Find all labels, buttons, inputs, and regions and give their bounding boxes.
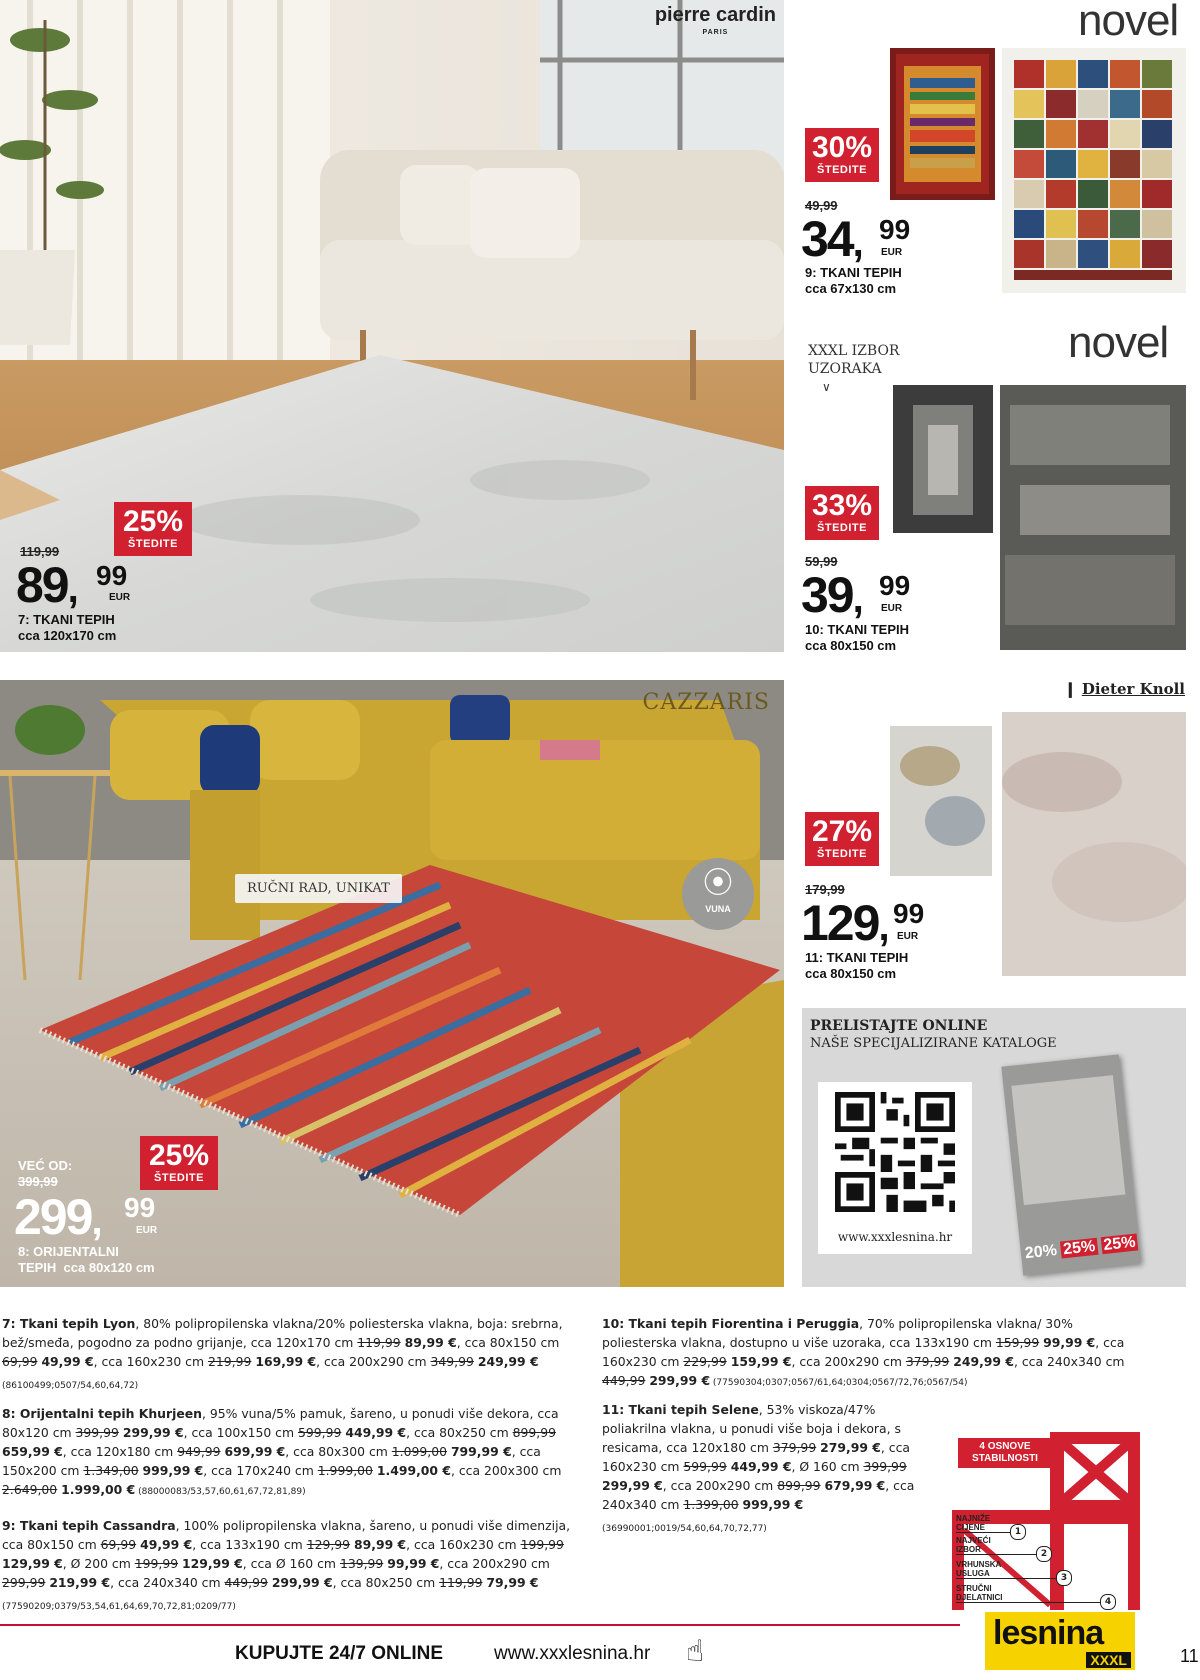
badge-label: ŠTEDITE [817, 164, 867, 176]
desc-text: , cca 240x340 cm [1013, 1354, 1125, 1369]
lesnina-logo-xxxl: XXXL [1086, 1652, 1131, 1668]
desc-old: 119,99 [439, 1575, 483, 1590]
desc-old: 399,99 [863, 1459, 907, 1474]
price-decimal: 99 [96, 560, 128, 591]
catalog-cover-image [1011, 1075, 1125, 1205]
desc-text: , 53% viskoza/47% poliakrilna vlakna, u ponudi više boja i dekora, s resicama, cca 120x180 cm [602, 1402, 901, 1455]
desc-new: 449,99 € [345, 1425, 407, 1440]
price-int: 299 [14, 1189, 92, 1245]
product-size: cca 120x170 cm [18, 628, 117, 643]
desc-text: , cca 160x230 cm [406, 1537, 521, 1552]
lesnina-logo-text: lesnina [993, 1614, 1104, 1652]
description-p7 [2, 1314, 586, 1396]
price-decimal: 99 [879, 214, 911, 245]
catalog-url[interactable]: www.xxxlesnina.hr [837, 1230, 953, 1244]
desc-text: , Ø 200 cm [62, 1556, 135, 1571]
desc-text: , cca 80x250 cm [332, 1575, 440, 1590]
product-name: 11: TKANI TEPIH [805, 950, 909, 965]
desc-old: 69,99 [100, 1537, 137, 1552]
description-p10 [602, 1314, 1150, 1393]
desc-text: , cca 160x230 cm [602, 1335, 1125, 1369]
rug-9-small-pattern [890, 48, 995, 200]
catalog-title: PRELISTAJTE ONLINE [810, 1018, 988, 1034]
desc-old: 449,99 [224, 1575, 268, 1590]
footer-url[interactable]: www.xxxlesnina.hr [494, 1643, 651, 1664]
price-p11 [801, 895, 931, 951]
price-decimal: 99 [124, 1192, 156, 1223]
desc-text: , cca 200x290 cm [662, 1478, 778, 1493]
desc-text: , cca 160x230 cm [93, 1354, 209, 1369]
price-currency: EUR [136, 1225, 158, 1236]
cover-pct-2: 25% [1062, 1237, 1097, 1259]
desc-old: 899,99 [512, 1425, 556, 1440]
rug-10-small-pattern [893, 385, 993, 533]
badge-label: ŠTEDITE [817, 848, 867, 860]
price-comma: , [91, 1199, 103, 1243]
desc-title: 8: Orijentalni tepih Khurjeen [2, 1406, 202, 1421]
desc-new: 299,99 € [602, 1478, 663, 1493]
rug-11-small-photo [890, 726, 992, 876]
price-currency: EUR [881, 603, 903, 614]
desc-text: , cca 80x300 cm [285, 1444, 392, 1459]
catalog-cover[interactable] [1001, 1054, 1140, 1275]
desc-new: 799,99 € [450, 1444, 512, 1459]
catalog-cover-prices [1024, 1233, 1139, 1263]
stability-label: VRHUNSKA [956, 1560, 1002, 1569]
desc-text: , 70% polipropilenska vlakna/ 30% poliesterska vlakna, dostupno u više uzoraka, cca 133x190 cm [602, 1316, 1073, 1350]
badge-percent: 30% [811, 131, 873, 164]
desc-old: 299,99 [2, 1575, 46, 1590]
badge-percent: 25% [122, 505, 184, 538]
rug-9-small-photo [890, 48, 995, 200]
product-size: cca 80x120 cm [63, 1260, 155, 1275]
desc-old: 899,99 [777, 1478, 821, 1493]
desc-old: 949,99 [177, 1444, 221, 1459]
desc-new: 999,99 € [742, 1497, 804, 1512]
qr-code-icon[interactable] [835, 1092, 955, 1212]
rug-10-large-photo [1000, 385, 1186, 650]
price-decimal: 99 [893, 898, 925, 929]
desc-text: , cca 160x230 cm [602, 1440, 911, 1474]
discount-badge-p10 [805, 486, 879, 540]
rug-11-small-pattern [890, 726, 992, 876]
desc-new: 49,99 € [140, 1537, 193, 1552]
footer-rule [0, 1624, 960, 1626]
price-int: 129 [801, 895, 879, 951]
page-number: 11 [1180, 1646, 1199, 1666]
stability-title [958, 1438, 1052, 1468]
desc-text: , cca 200x300 cm [450, 1463, 562, 1478]
stability-title-1: 4 OSNOVE [979, 1441, 1031, 1452]
old-price-p8: 399,99 [18, 1174, 58, 1189]
stability-label: CIJENE [956, 1523, 1026, 1533]
desc-new: 1.999,00 € [61, 1482, 136, 1497]
desc-new: 89,99 € [354, 1537, 407, 1552]
old-price-p9: 49,99 [805, 198, 838, 213]
from-label-p8: VEĆ OD: [18, 1158, 73, 1173]
badge-label: ŠTEDITE [154, 1172, 204, 1184]
cazzaris-logo: CAZZARIS [642, 690, 770, 715]
product-name: 7: TKANI TEPIH [18, 612, 115, 627]
cover-pct-1: 20% [1024, 1241, 1058, 1263]
badge-percent: 33% [811, 489, 873, 522]
price-currency: EUR [109, 592, 131, 603]
discount-badge-p9 [805, 128, 879, 182]
product-name-line1: 8: ORIJENTALNI [18, 1244, 119, 1259]
desc-new: 99,99 € [387, 1556, 440, 1571]
wool-label: VUNA [705, 904, 731, 914]
dieter-knoll-logo [1064, 680, 1185, 698]
desc-new: 99,99 € [1043, 1335, 1096, 1350]
price-comma: , [878, 905, 890, 949]
footer-shop-label: KUPUJTE 24/7 ONLINE [235, 1643, 443, 1664]
price-currency: EUR [881, 247, 903, 258]
product-name-p7 [18, 612, 116, 644]
desc-new: 279,99 € [820, 1440, 881, 1455]
desc-text: , cca 150x200 cm [2, 1444, 541, 1478]
xxxl-choice-label [808, 342, 899, 396]
desc-code: (88000083/53,57,60,61,67,72,81,89) [135, 1487, 306, 1497]
pierre-cardin-text: pierre cardin [654, 4, 776, 26]
desc-old: 349,99 [430, 1354, 474, 1369]
stability-label: NAJNIŽE [956, 1514, 991, 1523]
desc-text: , 80% polipropilenska vlakna/20% poliesterska vlakna, boja: srebrna, bež/smeđa, pogodno za podno grijanje, cca 120x170 cm [2, 1316, 563, 1350]
wool-icon: ⦿ [703, 866, 733, 901]
pierre-cardin-sub: PARIS [702, 29, 729, 36]
desc-text: , cca 200x290 cm [316, 1354, 431, 1369]
xxxl-choice-line2: UZORAKA [808, 361, 882, 377]
stability-num-1: 1 [1010, 1524, 1026, 1540]
stability-title-2: STABILNOSTI [972, 1453, 1038, 1464]
price-currency: EUR [897, 931, 919, 942]
desc-old: 1.399,00 [683, 1497, 739, 1512]
desc-new: 249,99 € [953, 1354, 1014, 1369]
desc-text: , cca 80x250 cm [406, 1425, 513, 1440]
price-comma: , [852, 221, 864, 265]
stability-graphic [950, 1430, 1140, 1610]
desc-new: 129,99 € [2, 1556, 63, 1571]
desc-text: , cca 240x340 cm [602, 1478, 915, 1512]
product-size: cca 80x150 cm [805, 966, 897, 981]
dieter-knoll-text: Dieter Knoll [1081, 680, 1186, 698]
desc-new: 299,99 € [122, 1425, 184, 1440]
desc-text: , cca 80x150 cm [456, 1335, 560, 1350]
price-int: 89 [16, 557, 68, 613]
stability-item-3 [956, 1560, 1072, 1579]
desc-text: , cca 120x180 cm [62, 1444, 178, 1459]
desc-code: (36990001;0019/54,60,64,70,72,77) [602, 1524, 767, 1534]
product-name-p10 [805, 622, 909, 654]
chevron-down-icon: ∨ [822, 380, 831, 394]
desc-old: 1.099,00 [391, 1444, 447, 1459]
badge-percent: 25% [148, 1139, 210, 1172]
price-p8 [14, 1189, 164, 1245]
desc-old: 599,99 [298, 1425, 342, 1440]
desc-old: 199,99 [134, 1556, 179, 1571]
desc-new: 299,99 € [271, 1575, 333, 1590]
desc-text: , cca Ø 160 cm [242, 1556, 340, 1571]
desc-text: , cca 170x240 cm [203, 1463, 318, 1478]
price-decimal: 99 [879, 570, 911, 601]
discount-badge-p8 [140, 1136, 218, 1190]
desc-title: 9: Tkani tepih Cassandra [2, 1518, 176, 1533]
desc-text: , 95% vuna/5% pamuk, šareno, u ponudi više dekora, cca 80x120 cm [2, 1406, 559, 1440]
discount-badge-p7 [114, 502, 192, 556]
stability-label: IZBOR [956, 1545, 1052, 1555]
desc-code: (77590304;0307;0567/61,64;0304;0567/72,76;0567/54) [710, 1378, 968, 1388]
description-p11 [602, 1400, 932, 1539]
desc-text: , cca 100x150 cm [183, 1425, 299, 1440]
discount-badge-p11 [805, 812, 879, 866]
rug-10-small-photo [893, 385, 993, 533]
rug-9-large-photo [1002, 48, 1186, 293]
description-p8 [2, 1404, 586, 1502]
desc-old: 219,99 [208, 1354, 252, 1369]
desc-old: 1.999,00 [317, 1463, 373, 1478]
desc-new: 1.499,00 € [376, 1463, 451, 1478]
stability-label: STRUČNI [956, 1584, 992, 1593]
price-p10 [801, 567, 911, 623]
wool-icon-badge [682, 858, 754, 930]
desc-old: 1.349,00 [83, 1463, 139, 1478]
pierre-cardin-logo [655, 6, 776, 42]
novel-logo-2: novel [1068, 318, 1169, 367]
product-size: cca 67x130 cm [805, 281, 897, 296]
rug-10-large-pattern [1000, 385, 1186, 650]
desc-new: 129,99 € [182, 1556, 243, 1571]
stability-label: USLUGA [956, 1569, 1072, 1579]
price-p9 [801, 211, 911, 267]
stability-num-2: 2 [1036, 1546, 1052, 1562]
pointer-hand-icon: ☝ [686, 1634, 705, 1669]
desc-old: 119,99 [357, 1335, 401, 1350]
desc-new: 79,99 € [486, 1575, 539, 1590]
desc-old: 379,99 [772, 1440, 817, 1455]
desc-title: 10: Tkani tepih Fiorentina i Peruggia [602, 1316, 860, 1331]
desc-old: 2.649,00 [2, 1482, 58, 1497]
desc-text: , cca 133x190 cm [192, 1537, 307, 1552]
desc-old: 399,99 [75, 1425, 119, 1440]
desc-code: (77590209;0379/53,54,61,64,69,70,72,81;0209/77) [2, 1602, 236, 1612]
desc-new: 169,99 € [255, 1354, 317, 1369]
price-comma: , [67, 567, 79, 611]
badge-percent: 27% [811, 815, 873, 848]
rug-11-large-pattern [1002, 712, 1186, 976]
desc-title: 7: Tkani tepih Lyon [2, 1316, 136, 1331]
badge-label: ŠTEDITE [817, 522, 867, 534]
desc-new: 679,99 € [824, 1478, 886, 1493]
cover-pct-3: 25% [1102, 1233, 1137, 1254]
desc-new: 89,99 € [404, 1335, 457, 1350]
product-name: 9: TKANI TEPIH [805, 265, 902, 280]
desc-new: 299,99 € [649, 1373, 711, 1388]
old-price-p7: 119,99 [20, 544, 60, 559]
desc-new: 699,99 € [224, 1444, 286, 1459]
desc-old: 229,99 [683, 1354, 727, 1369]
desc-old: 139,99 [339, 1556, 384, 1571]
price-int: 34 [801, 211, 853, 267]
desc-old: 69,99 [2, 1354, 38, 1369]
product-name-p8 [18, 1244, 155, 1276]
desc-text: , 100% polipropilenska vlakna, šareno, u ponudi više dimenzija, cca 80x150 cm [2, 1518, 571, 1552]
product-name-line2: TEPIH [18, 1260, 57, 1275]
price-comma: , [852, 577, 864, 621]
product-name-p11 [805, 950, 908, 982]
price-p7 [16, 557, 131, 613]
xxxl-choice-line1: XXXL IZBOR [808, 343, 900, 359]
catalog-panel [802, 1008, 1186, 1287]
desc-old: 379,99 [905, 1354, 950, 1369]
description-p9 [2, 1516, 586, 1617]
dk-monogram-icon: ❙ [1064, 680, 1077, 698]
catalog-subtitle: NAŠE SPECIJALIZIRANE KATALOGE [810, 1036, 1057, 1051]
desc-text: , Ø 160 cm [791, 1459, 864, 1474]
rug-11-large-photo [1002, 712, 1186, 976]
desc-code: (86100499;0507/54,60,64,72) [2, 1381, 139, 1391]
old-price-p11: 179,99 [805, 882, 845, 897]
stability-num-4: 4 [1100, 1594, 1116, 1610]
desc-new: 249,99 € [477, 1354, 539, 1369]
product-name-p9 [805, 265, 902, 297]
desc-new: 159,99 € [730, 1354, 792, 1369]
price-int: 39 [801, 567, 853, 623]
desc-text: , cca 240x340 cm [110, 1575, 225, 1590]
desc-old: 159,99 [995, 1335, 1040, 1350]
desc-text: , cca 200x290 cm [439, 1556, 550, 1571]
lesnina-logo [985, 1612, 1135, 1670]
handmade-tag: RUČNI RAD, UNIKAT [235, 874, 402, 903]
desc-old: 129,99 [306, 1537, 351, 1552]
product-name: 10: TKANI TEPIH [805, 622, 910, 637]
stability-label: NAJVEĆI [956, 1536, 991, 1545]
desc-title: 11: Tkani tepih Selene [602, 1402, 759, 1417]
old-price-p10: 59,99 [805, 554, 838, 569]
desc-old: 599,99 [683, 1459, 727, 1474]
desc-new: 219,99 € [49, 1575, 111, 1590]
rug-9-patchwork-pattern [1002, 48, 1186, 293]
desc-text: , cca 200x290 cm [791, 1354, 906, 1369]
novel-logo-1: novel [1078, 0, 1179, 45]
qr-code-card[interactable] [818, 1082, 972, 1254]
stability-label: DJELATNICI [956, 1593, 1116, 1603]
desc-new: 449,99 € [730, 1459, 792, 1474]
desc-new: 49,99 € [41, 1354, 94, 1369]
desc-old: 449,99 [602, 1373, 646, 1388]
badge-label: ŠTEDITE [128, 538, 178, 550]
product-size: cca 80x150 cm [805, 638, 897, 653]
desc-new: 999,99 € [142, 1463, 204, 1478]
desc-old: 199,99 [520, 1537, 564, 1552]
stability-num-3: 3 [1056, 1570, 1072, 1586]
desc-new: 659,99 € [2, 1444, 63, 1459]
stability-item-4 [956, 1584, 1116, 1603]
